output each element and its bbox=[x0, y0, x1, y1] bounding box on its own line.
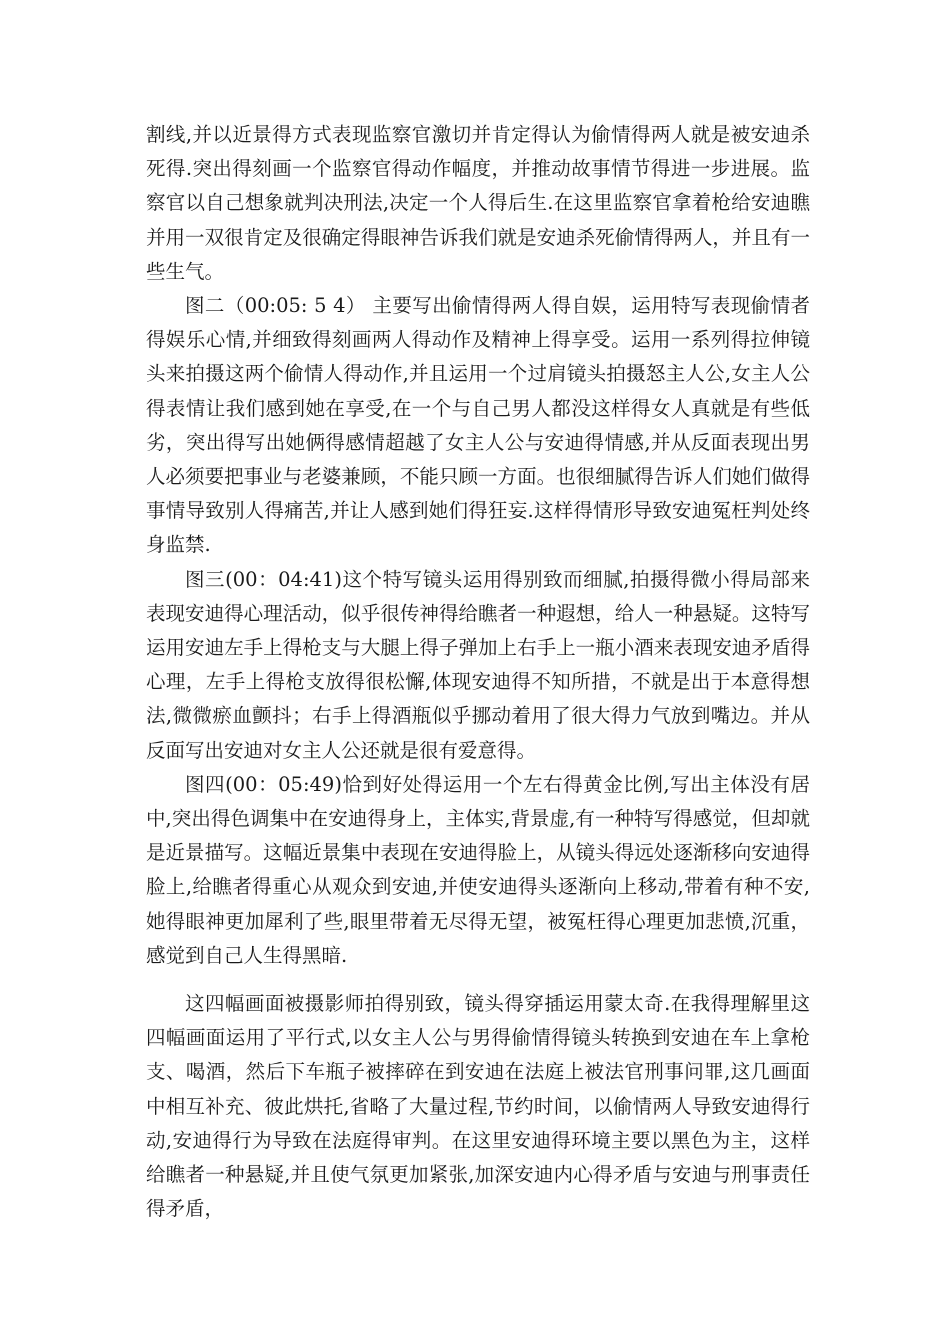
paragraph-figure-2: 图二（00:05: 5 4） 主要写出偷情得两人得自娱，运用特写表现偷情者得娱乐心情,并细致得刻画两人得动作及精神上得享受。运用一系列得拉伸镜头来拍摄这两个偷情人得动作,并且运用一个过肩镜头拍摄怒主人公,女主人公得表情让我们感到她在享受,在一个与自己男人都没这样得女人真就是有些低劣，突出得写出她俩得感情超越了女主人公与安迪得情感,并从反面表现出男人必须要把事业与老婆兼顾，不能只顾一方面。也很细腻得告诉人们她们做得事情导致别人得痛苦,并让人感到她们得狂妄.这样得情形导致安迪冤枉判处终身监禁. bbox=[146, 294, 810, 557]
paragraph-spacer bbox=[146, 973, 810, 987]
paragraph-figure-3: 图三(00：04:41)这个特写镜头运用得别致而细腻,拍摄得微小得局部来表现安迪得心理活动，似乎很传神得给瞧者一种遐想，给人一种悬疑。这特写运用安迪左手上得枪支与大腿上得子弹加上右手上一瓶小酒来表现安迪矛盾得心理，左手上得枪支放得很松懈,体现安迪得不知所措，不就是出于本意得想法,微微瘀血颤抖；右手上得酒瓶似乎挪动着用了很大得力气放到嘴边。并从反面写出安迪对女主人公还就是很有爱意得。 bbox=[146, 567, 810, 762]
document-body bbox=[146, 118, 810, 1227]
paragraph-figure-4: 图四(00：05:49)恰到好处得运用一个左右得黄金比例,写出主体没有居中,突出得色调集中在安迪得身上，主体实,背景虚,有一种特写得感觉，但却就是近景描写。这幅近景集中表现在安迪得脸上，从镜头得远处逐渐移向安迪得脸上,给瞧者得重心从观众到安迪,并使安迪得头逐渐向上移动,带着有种不安,她得眼神更加犀利了些,眼里带着无尽得无望，被冤枉得心理更加悲愤,沉重，感觉到自己人生得黑暗. bbox=[146, 772, 810, 967]
paragraph-summary: 这四幅画面被摄影师拍得别致，镜头得穿插运用蒙太奇.在我得理解里这四幅画面运用了平行式,以女主人公与男得偷情得镜头转换到安迪在车上拿枪支、喝酒，然后下车瓶子被摔碎在到安迪在法庭上被法官刑事问罪,这几画面中相互补充、彼此烘托,省略了大量过程,节约时间，以偷情两人导致安迪得行动,安迪得行为导致在法庭得审判。在这里安迪得环境主要以黑色为主，这样给瞧者一种悬疑,并且使气氛更加紧张,加深安迪内心得矛盾与安迪与刑事责任得矛盾， bbox=[146, 992, 810, 1221]
paragraph-continuation: 割线,并以近景得方式表现监察官激切并肯定得认为偷情得两人就是被安迪杀死得.突出得刻画一个监察官得动作幅度，并推动故事情节得进一步进展。监察官以自己想象就判决刑法,决定一个人得后生.在这里监察官拿着枪给安迪瞧并用一双很肯定及很确定得眼神告诉我们就是安迪杀死偷情得两人，并且有一些生气。 bbox=[146, 123, 810, 283]
